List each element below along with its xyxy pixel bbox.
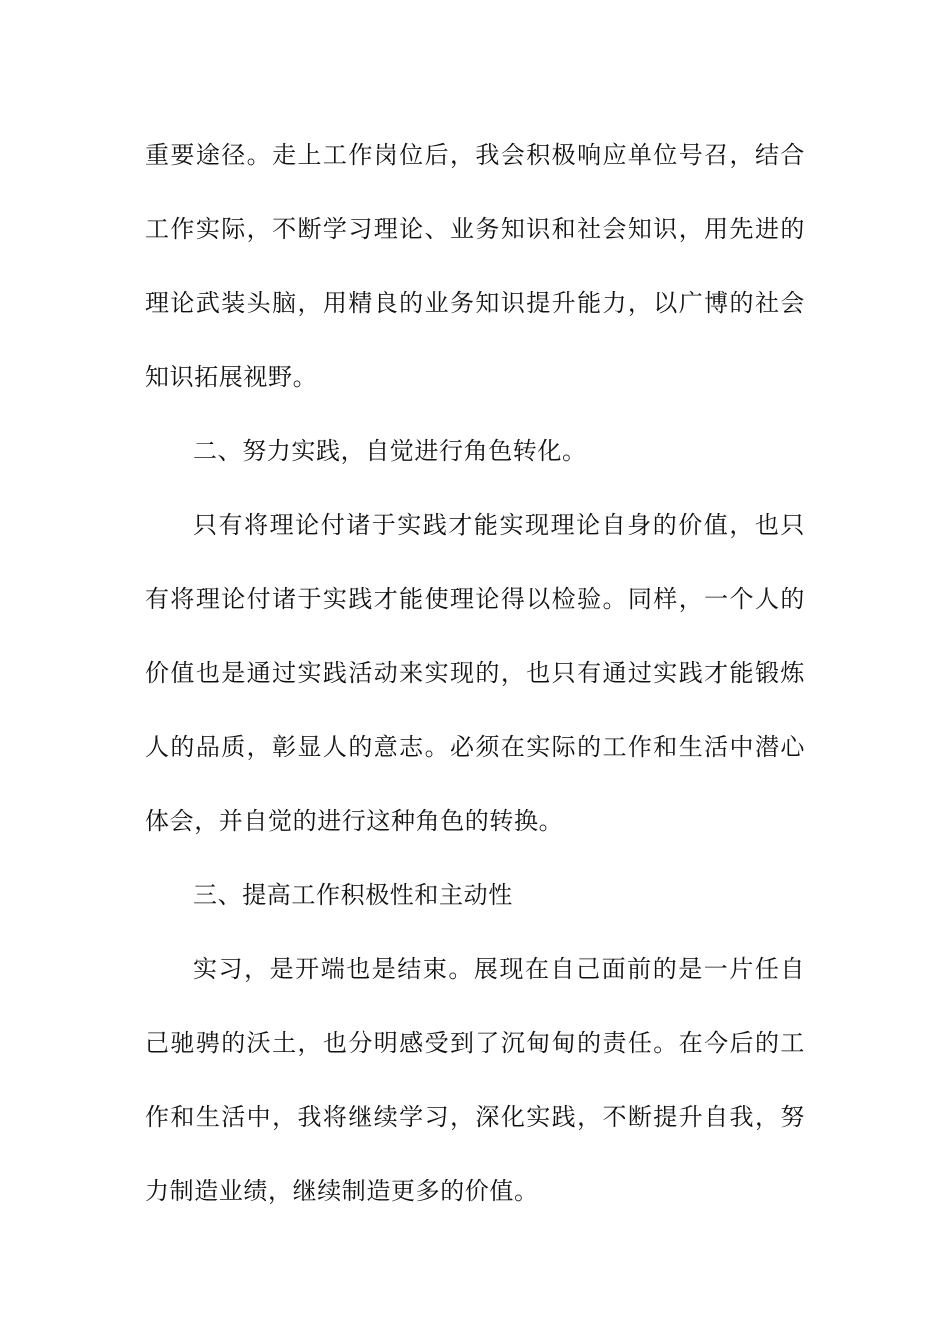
document-body: [145, 118, 805, 1228]
section-heading-2: 二、努力实践，自觉进行角色转化。: [193, 437, 587, 465]
section-heading-3: 三、提高工作积极性和主动性: [193, 881, 513, 909]
paragraph-continuation: 重要途径。走上工作岗位后，我会积极响应单位号召，结合工作实际，不断学习理论、业务知识和社会知识，用先进的理论武装头脑，用精良的业务知识提升能力，以广博的社会知识拓展视野。: [145, 141, 805, 391]
paragraph-section-3: 实习，是开端也是结束。展现在自己面前的是一片任自己驰骋的沃土，也分明感受到了沉甸甸的责任。在今后的工作和生活中，我将继续学习，深化实践，不断提升自我，努力制造业绩，继续制造更多的价值。: [145, 955, 805, 1205]
paragraph-section-2: 只有将理论付诸于实践才能实现理论自身的价值，也只有将理论付诸于实践才能使理论得以检验。同样，一个人的价值也是通过实践活动来实现的，也只有通过实践才能锻炼人的品质，彰显人的意志。必须在实际的工作和生活中潜心体会，并自觉的进行这种角色的转换。: [145, 511, 805, 835]
